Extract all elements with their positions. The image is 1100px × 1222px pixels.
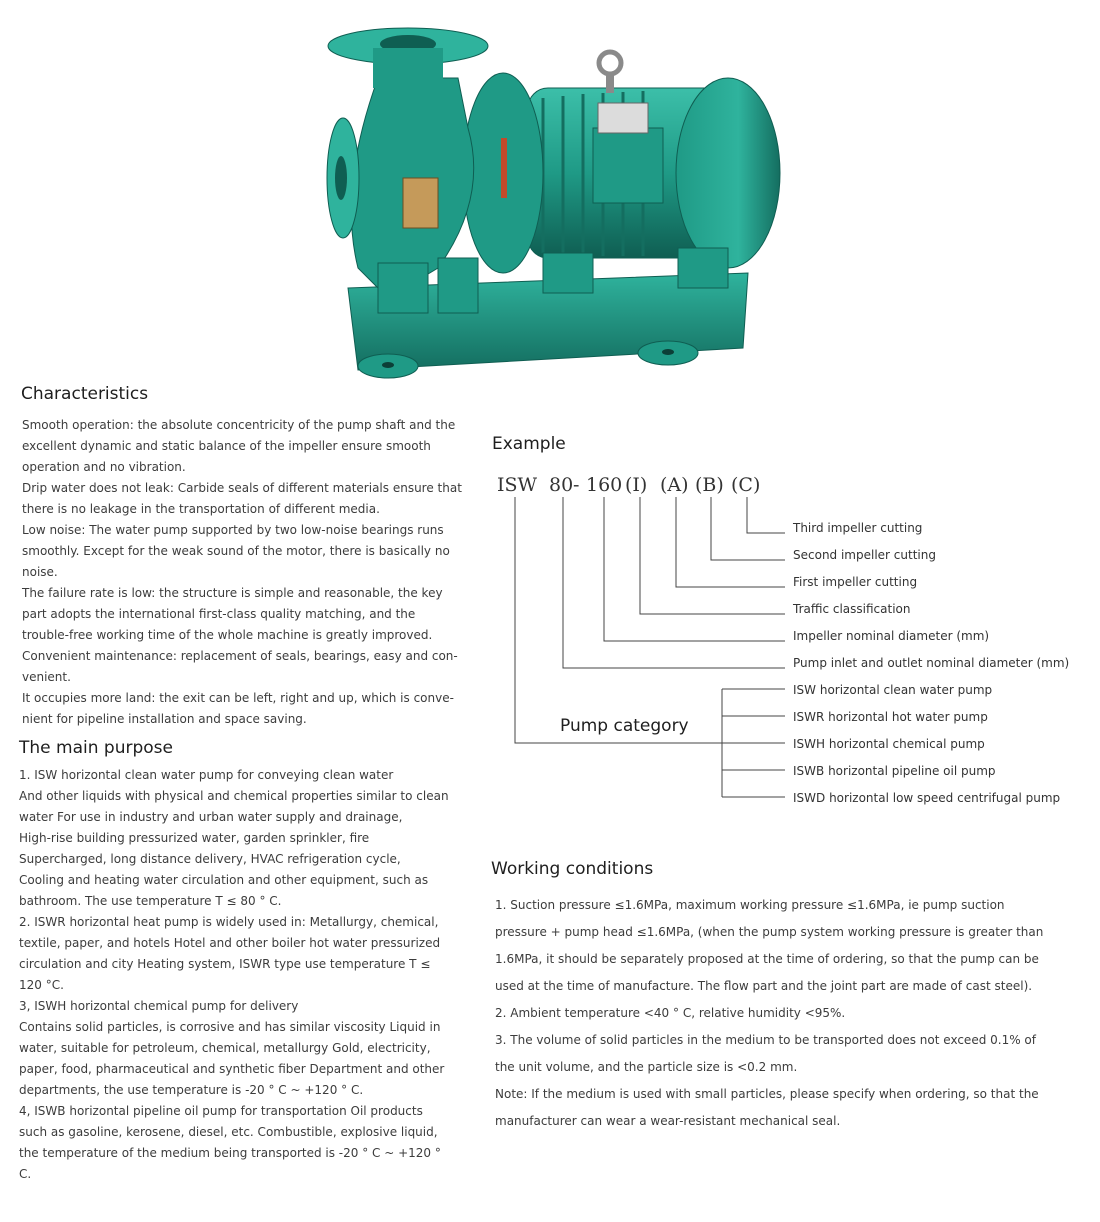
working-conditions-heading: Working conditions	[491, 859, 654, 879]
main-purpose-line: High-rise building pressurized water, garden sprinkler, fire	[19, 831, 370, 845]
label-first-impeller: First impeller cutting	[793, 575, 918, 589]
characteristics-line: excellent dynamic and static balance of the impeller ensure smooth	[22, 439, 431, 453]
working-condition-line: manufacturer can wear a wear-resistant mechanical seal.	[495, 1114, 841, 1128]
characteristics-line: operation and no vibration.	[22, 460, 186, 474]
code-isw: ISW	[497, 474, 538, 496]
main-purpose-text	[19, 765, 479, 1185]
characteristics-line: venient.	[22, 670, 71, 684]
pump-product-image	[318, 18, 788, 393]
characteristics-line: smoothly. Except for the weak sound of the motor, there is basically no	[22, 544, 450, 558]
working-condition-line: 2. Ambient temperature <40 ° C, relative humidity <95%.	[495, 1006, 846, 1020]
characteristics-line: noise.	[22, 565, 58, 579]
main-purpose-line: departments, the use temperature is -20 ° C ~ +120 ° C.	[19, 1083, 364, 1097]
characteristics-line: Smooth operation: the absolute concentricity of the pump shaft and the	[22, 418, 456, 432]
code-c: (C)	[731, 474, 761, 496]
working-condition-line: 1.6MPa, it should be separately proposed at the time of ordering, so that the pump can be	[495, 952, 1039, 966]
main-purpose-line: the temperature of the medium being transported is -20 ° C ~ +120 °	[19, 1146, 441, 1160]
working-condition-line: pressure + pump head ≤1.6MPa, (when the pump system working pressure is greater than	[495, 925, 1044, 939]
code-i: (I)	[625, 474, 648, 496]
model-code	[497, 474, 760, 496]
working-condition-line: the unit volume, and the particle size is <0.2 mm.	[495, 1060, 798, 1074]
main-purpose-line: water For use in industry and urban water supply and drainage,	[19, 810, 403, 824]
label-second-impeller: Second impeller cutting	[793, 548, 936, 562]
category-isw: ISW horizontal clean water pump	[793, 683, 993, 697]
category-iswh: ISWH horizontal chemical pump	[793, 737, 985, 751]
main-purpose-line: textile, paper, and hotels Hotel and other boiler hot water pressurized	[19, 936, 441, 950]
characteristics-line: part adopts the international first-class quality matching, and the	[22, 607, 416, 621]
main-purpose-line: 2. ISWR horizontal heat pump is widely used in: Metallurgy, chemical,	[19, 915, 439, 929]
main-purpose-line: And other liquids with physical and chemical properties similar to clean	[19, 789, 449, 803]
main-purpose-line: Supercharged, long distance delivery, HVAC refrigeration cycle,	[19, 852, 401, 866]
characteristics-line: The failure rate is low: the structure is simple and reasonable, the key	[22, 586, 443, 600]
code-b: (B)	[695, 474, 724, 496]
code-dash: -	[573, 474, 580, 496]
working-conditions-text	[495, 892, 1085, 1135]
working-condition-line: 1. Suction pressure ≤1.6MPa, maximum working pressure ≤1.6MPa, ie pump suction	[495, 898, 1005, 912]
characteristics-line: there is no leakage in the transportation of different media.	[22, 502, 380, 516]
characteristics-line: It occupies more land: the exit can be left, right and up, which is conve-	[22, 691, 454, 705]
example-heading: Example	[492, 434, 566, 454]
main-purpose-line: 3, ISWH horizontal chemical pump for delivery	[19, 999, 299, 1013]
characteristics-heading: Characteristics	[21, 384, 149, 404]
category-iswb: ISWB horizontal pipeline oil pump	[793, 764, 996, 778]
characteristics-line: Drip water does not leak: Carbide seals of different materials ensure that	[22, 481, 462, 495]
characteristics-text	[22, 415, 482, 730]
main-purpose-line: 120 °C.	[19, 978, 64, 992]
working-condition-line: Note: If the medium is used with small particles, please specify when ordering, so that the	[495, 1087, 1039, 1101]
code-a: (A)	[660, 474, 689, 496]
pump-category-title: Pump category	[560, 716, 689, 736]
label-third-impeller: Third impeller cutting	[793, 521, 923, 535]
main-purpose-line: water, suitable for petroleum, chemical, metallurgy Gold, electricity,	[19, 1041, 431, 1055]
main-purpose-line: 1. ISW horizontal clean water pump for conveying clean water	[19, 768, 394, 782]
working-condition-line: 3. The volume of solid particles in the medium to be transported does not exceed 0.1% of	[495, 1033, 1036, 1047]
code-160: 160	[586, 474, 623, 496]
main-purpose-line: 4, ISWB horizontal pipeline oil pump for transportation Oil products	[19, 1104, 423, 1118]
main-purpose-heading: The main purpose	[19, 738, 173, 758]
main-purpose-line: Contains solid particles, is corrosive and has similar viscosity Liquid in	[19, 1020, 441, 1034]
main-purpose-line: Cooling and heating water circulation and other equipment, such as	[19, 873, 429, 887]
category-iswd: ISWD horizontal low speed centrifugal pump	[793, 791, 1061, 805]
main-purpose-line: circulation and city Heating system, ISWR type use temperature T ≤	[19, 957, 431, 971]
characteristics-line: nient for pipeline installation and space saving.	[22, 712, 307, 726]
characteristics-line: Low noise: The water pump supported by two low-noise bearings runs	[22, 523, 444, 537]
main-purpose-line: C.	[19, 1167, 32, 1181]
main-purpose-line: such as gasoline, kerosene, diesel, etc. Combustible, explosive liquid,	[19, 1125, 438, 1139]
label-inlet-outlet-diameter: Pump inlet and outlet nominal diameter (mm)	[793, 656, 1070, 670]
main-purpose-line: paper, food, pharmaceutical and synthetic fiber Department and other	[19, 1062, 445, 1076]
characteristics-line: Convenient maintenance: replacement of seals, bearings, easy and con-	[22, 649, 458, 663]
category-iswr: ISWR horizontal hot water pump	[793, 710, 988, 724]
code-80: 80	[549, 474, 574, 496]
label-traffic-classification: Traffic classification	[793, 602, 911, 616]
label-impeller-diameter: Impeller nominal diameter (mm)	[793, 629, 990, 643]
main-purpose-line: bathroom. The use temperature T ≤ 80 ° C.	[19, 894, 282, 908]
characteristics-line: trouble-free working time of the whole machine is greatly improved.	[22, 628, 433, 642]
model-example-diagram	[480, 425, 1095, 815]
working-condition-line: used at the time of manufacture. The flow part and the joint part are made of cast steel).	[495, 979, 1033, 993]
